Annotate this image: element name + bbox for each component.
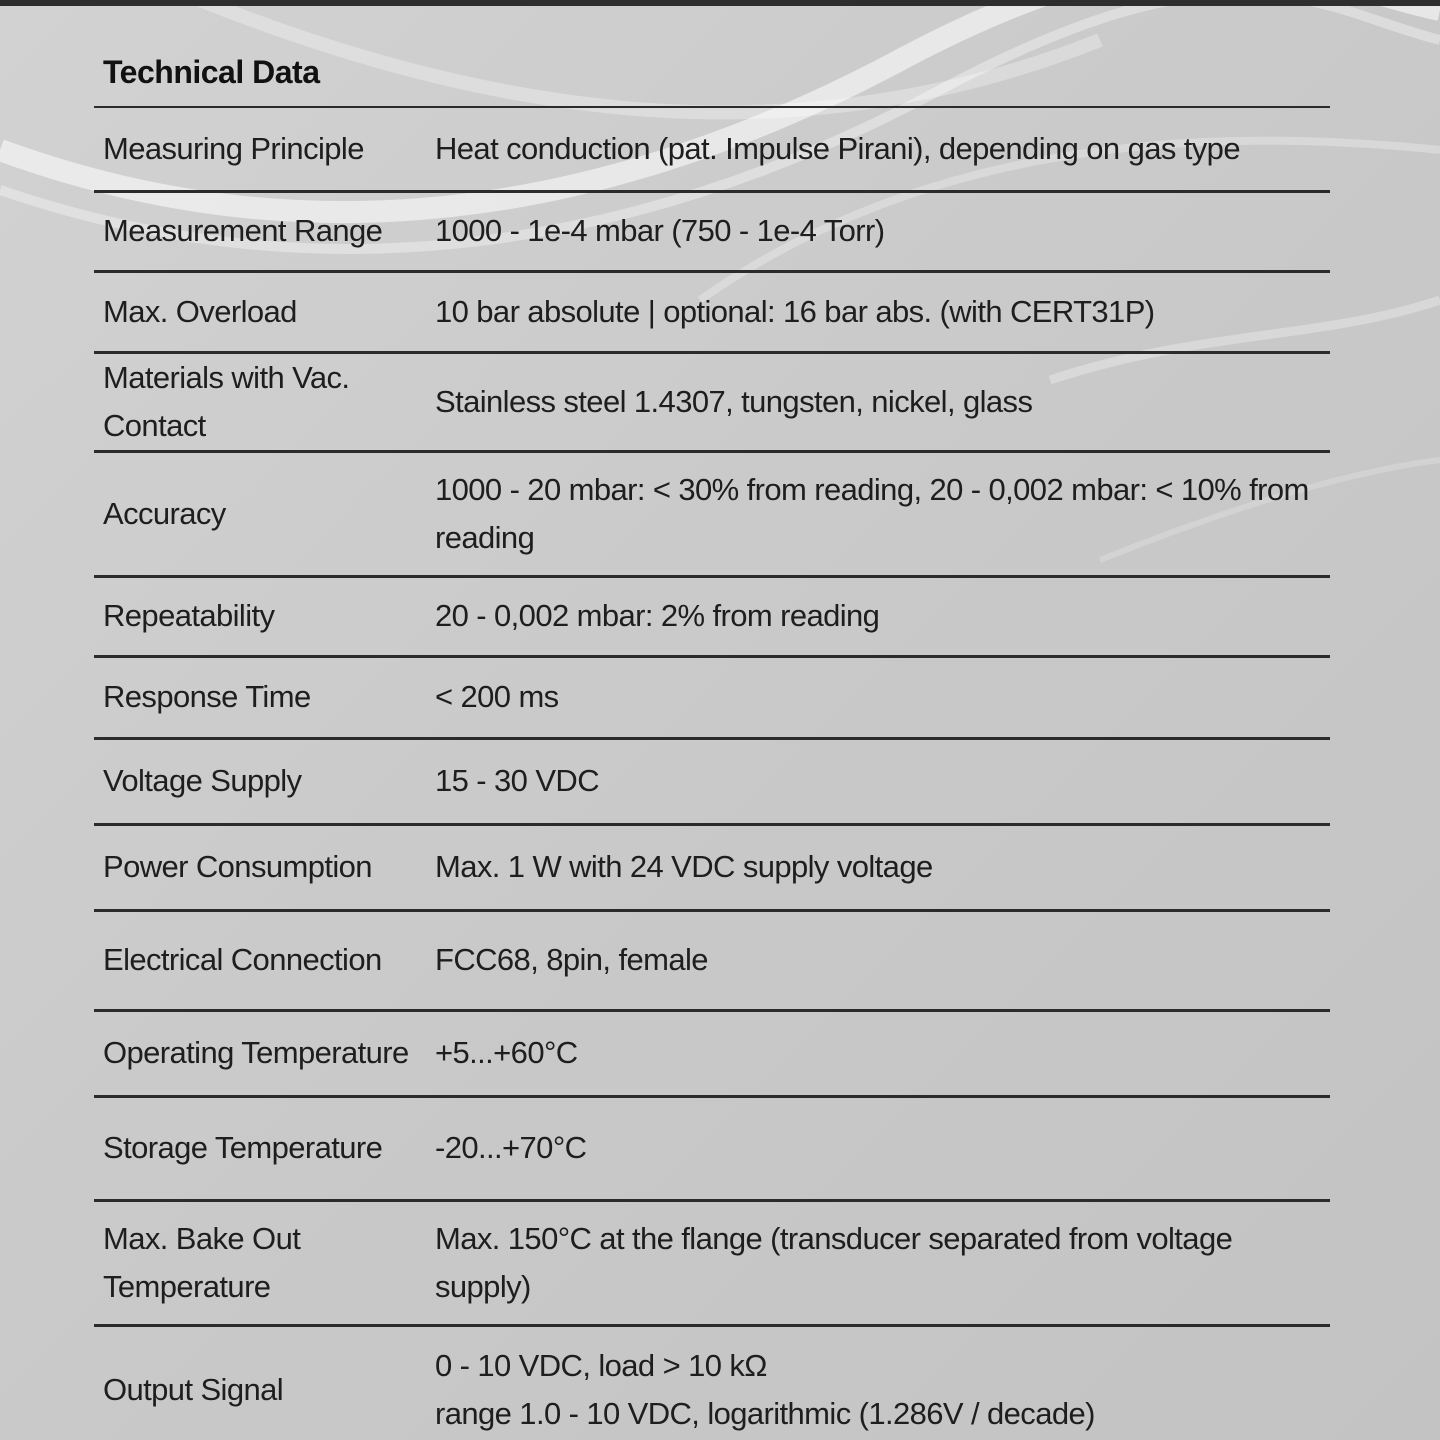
- spec-value-line: Stainless steel 1.4307, tungsten, nickel, glass: [435, 383, 1033, 419]
- table-row: [94, 656, 1330, 738]
- spec-value: [435, 824, 1330, 910]
- spec-label: Max. Bake Out Temperature: [103, 1220, 301, 1304]
- spec-value: [435, 1096, 1330, 1200]
- table-row: [94, 576, 1330, 656]
- spec-value: [435, 1010, 1330, 1096]
- spec-value-line: 1000 - 20 mbar: < 30% from reading, 20 - 0,002 mbar: < 10% from: [435, 471, 1309, 507]
- technical-data-sheet: [94, 40, 1330, 1440]
- table-row: [94, 108, 1330, 191]
- table-row: [94, 352, 1330, 451]
- spec-label: Measurement Range: [103, 213, 383, 248]
- table-row: [94, 1010, 1330, 1096]
- spec-value: [435, 271, 1330, 352]
- table-row: [94, 191, 1330, 271]
- spec-value-line: 20 - 0,002 mbar: 2% from reading: [435, 598, 880, 633]
- spec-value-line: range 1.0 - 10 VDC, logarithmic (1.286V / decade): [435, 1396, 1095, 1431]
- spec-label: Accuracy: [103, 495, 226, 531]
- table-row: [94, 1200, 1330, 1325]
- spec-table-body: [94, 108, 1330, 1440]
- spec-value-line: < 200 ms: [435, 679, 559, 714]
- spec-label: Materials with Vac. Contact: [103, 359, 350, 443]
- table-row: [94, 910, 1330, 1010]
- spec-value: [435, 108, 1330, 191]
- table-row: [94, 824, 1330, 910]
- spec-value: [435, 191, 1330, 271]
- spec-value-line: 0 - 10 VDC, load > 10 kΩ: [435, 1348, 767, 1383]
- spec-value-line: 1000 - 1e-4 mbar (750 - 1e-4 Torr): [435, 213, 885, 248]
- spec-value: [435, 576, 1330, 656]
- spec-value-line: reading: [435, 519, 535, 555]
- spec-value-line: Max. 150°C at the flange (transducer separated from voltage supply): [435, 1220, 1233, 1304]
- spec-value: [435, 656, 1330, 738]
- spec-value-line: Max. 1 W with 24 VDC supply voltage: [435, 849, 933, 884]
- spec-table: [94, 108, 1330, 1440]
- spec-value-line: +5...+60°C: [435, 1035, 578, 1070]
- spec-value: [435, 451, 1330, 576]
- spec-value-line: FCC68, 8pin, female: [435, 942, 708, 977]
- spec-label: Electrical Connection: [103, 942, 382, 977]
- table-row: [94, 271, 1330, 352]
- spec-label: Max. Overload: [103, 293, 297, 329]
- spec-value-line: -20...+70°C: [435, 1130, 587, 1165]
- table-row: [94, 1096, 1330, 1200]
- spec-label: Output Signal: [103, 1372, 284, 1407]
- spec-label: Voltage Supply: [103, 763, 302, 798]
- table-row: [94, 451, 1330, 576]
- spec-value-line: Heat conduction (pat. Impulse Pirani), depending on gas type: [435, 130, 1240, 166]
- spec-label: Repeatability: [103, 598, 275, 633]
- table-row: [94, 1325, 1330, 1440]
- spec-value: [435, 1200, 1330, 1325]
- spec-value: [435, 738, 1330, 824]
- spec-label: Measuring Principle: [103, 130, 364, 166]
- spec-value: [435, 910, 1330, 1010]
- spec-value: [435, 1325, 1330, 1440]
- spec-value: [435, 352, 1330, 451]
- spec-value-line: 15 - 30 VDC: [435, 763, 599, 798]
- top-edge-bar: [0, 0, 1440, 6]
- table-row: [94, 738, 1330, 824]
- spec-label: Storage Temperature: [103, 1130, 383, 1165]
- spec-label: Power Consumption: [103, 849, 372, 884]
- spec-label: Response Time: [103, 679, 311, 714]
- spec-label: Operating Temperature: [103, 1035, 409, 1070]
- section-title: Technical Data: [94, 40, 1330, 108]
- spec-value-line: 10 bar absolute | optional: 16 bar abs. (with CERT31P): [435, 293, 1155, 329]
